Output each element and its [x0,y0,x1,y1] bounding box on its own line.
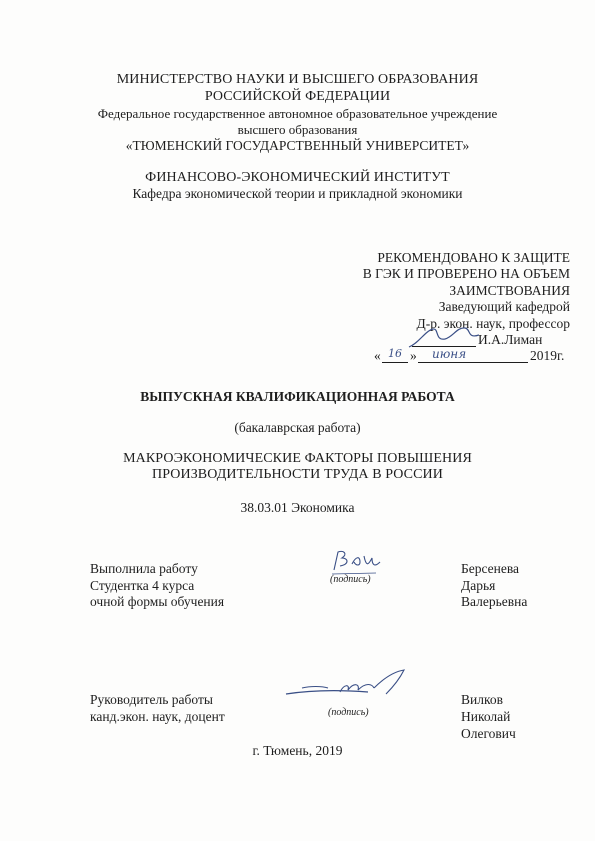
supervisor-surname: Вилков [461,692,503,707]
student-label-3: очной формы обучения [90,594,225,609]
approval-line-2: В ГЭК И ПРОВЕРЕНО НА ОБЪЕМ [362,266,570,281]
student-label-1: Выполнила работу [90,561,198,576]
date-year: 2019г. [530,348,565,363]
ministry-line-1: МИНИСТЕРСТВО НАУКИ И ВЫСШЕГО ОБРАЗОВАНИЯ [116,72,479,87]
date-month: июня [432,347,467,361]
work-type: ВЫПУСКНАЯ КВАЛИФИКАЦИОННАЯ РАБОТА [140,389,455,404]
city-year: г. Тюмень, 2019 [252,743,343,758]
supervisor-patronymic: Олегович [461,726,516,741]
supervisor-label-1: Руководитель работы [90,692,213,707]
institution-line-1: Федеральное государственное автономное образовательное учреждение [97,106,498,121]
supervisor-signature-caption: (подпись) [328,707,369,718]
approval-role: Заведующий кафедрой [438,299,570,314]
institute-name: ФИНАНСОВО-ЭКОНОМИЧЕСКИЙ ИНСТИТУТ [145,170,450,185]
work-title-line-2: ПРОИЗВОДИТЕЛЬНОСТИ ТРУДА В РОССИИ [152,467,443,482]
approval-line-1: РЕКОМЕНДОВАНО К ЗАЩИТЕ [377,250,570,265]
approval-name: И.А.Лиман [478,332,543,347]
specialty-code: 38.03.01 Экономика [240,500,355,515]
department-name: Кафедра экономической теории и прикладной экономики [132,186,463,201]
student-label-2: Студентка 4 курса [90,578,195,593]
date-close-quote: » [410,348,417,363]
supervisor-firstname: Николай [461,709,511,724]
ministry-line-2: РОССИЙСКОЙ ФЕДЕРАЦИИ [204,89,391,104]
student-signature-caption: (подпись) [330,574,371,585]
approval-degree: Д-р. экон. наук, профессор [416,316,570,331]
institution-line-2: высшего образования [237,122,358,137]
work-title-line-1: МАКРОЭКОНОМИЧЕСКИЕ ФАКТОРЫ ПОВЫШЕНИЯ [123,451,472,466]
student-patronymic: Валерьевна [461,594,528,609]
university-name: «ТЮМЕНСКИЙ ГОСУДАРСТВЕННЫЙ УНИВЕРСИТЕТ» [125,138,470,153]
student-surname: Берсенева [461,561,520,576]
date-day: 16 [388,347,402,360]
approval-line-3: ЗАИМСТВОВАНИЯ [449,283,570,298]
supervisor-label-2: канд.экон. наук, доцент [90,709,225,724]
date-open-quote: « [374,348,381,363]
work-subtype: (бакалаврская работа) [234,420,361,435]
supervisor-signature-image [282,668,414,704]
student-firstname: Дарья [461,578,496,593]
